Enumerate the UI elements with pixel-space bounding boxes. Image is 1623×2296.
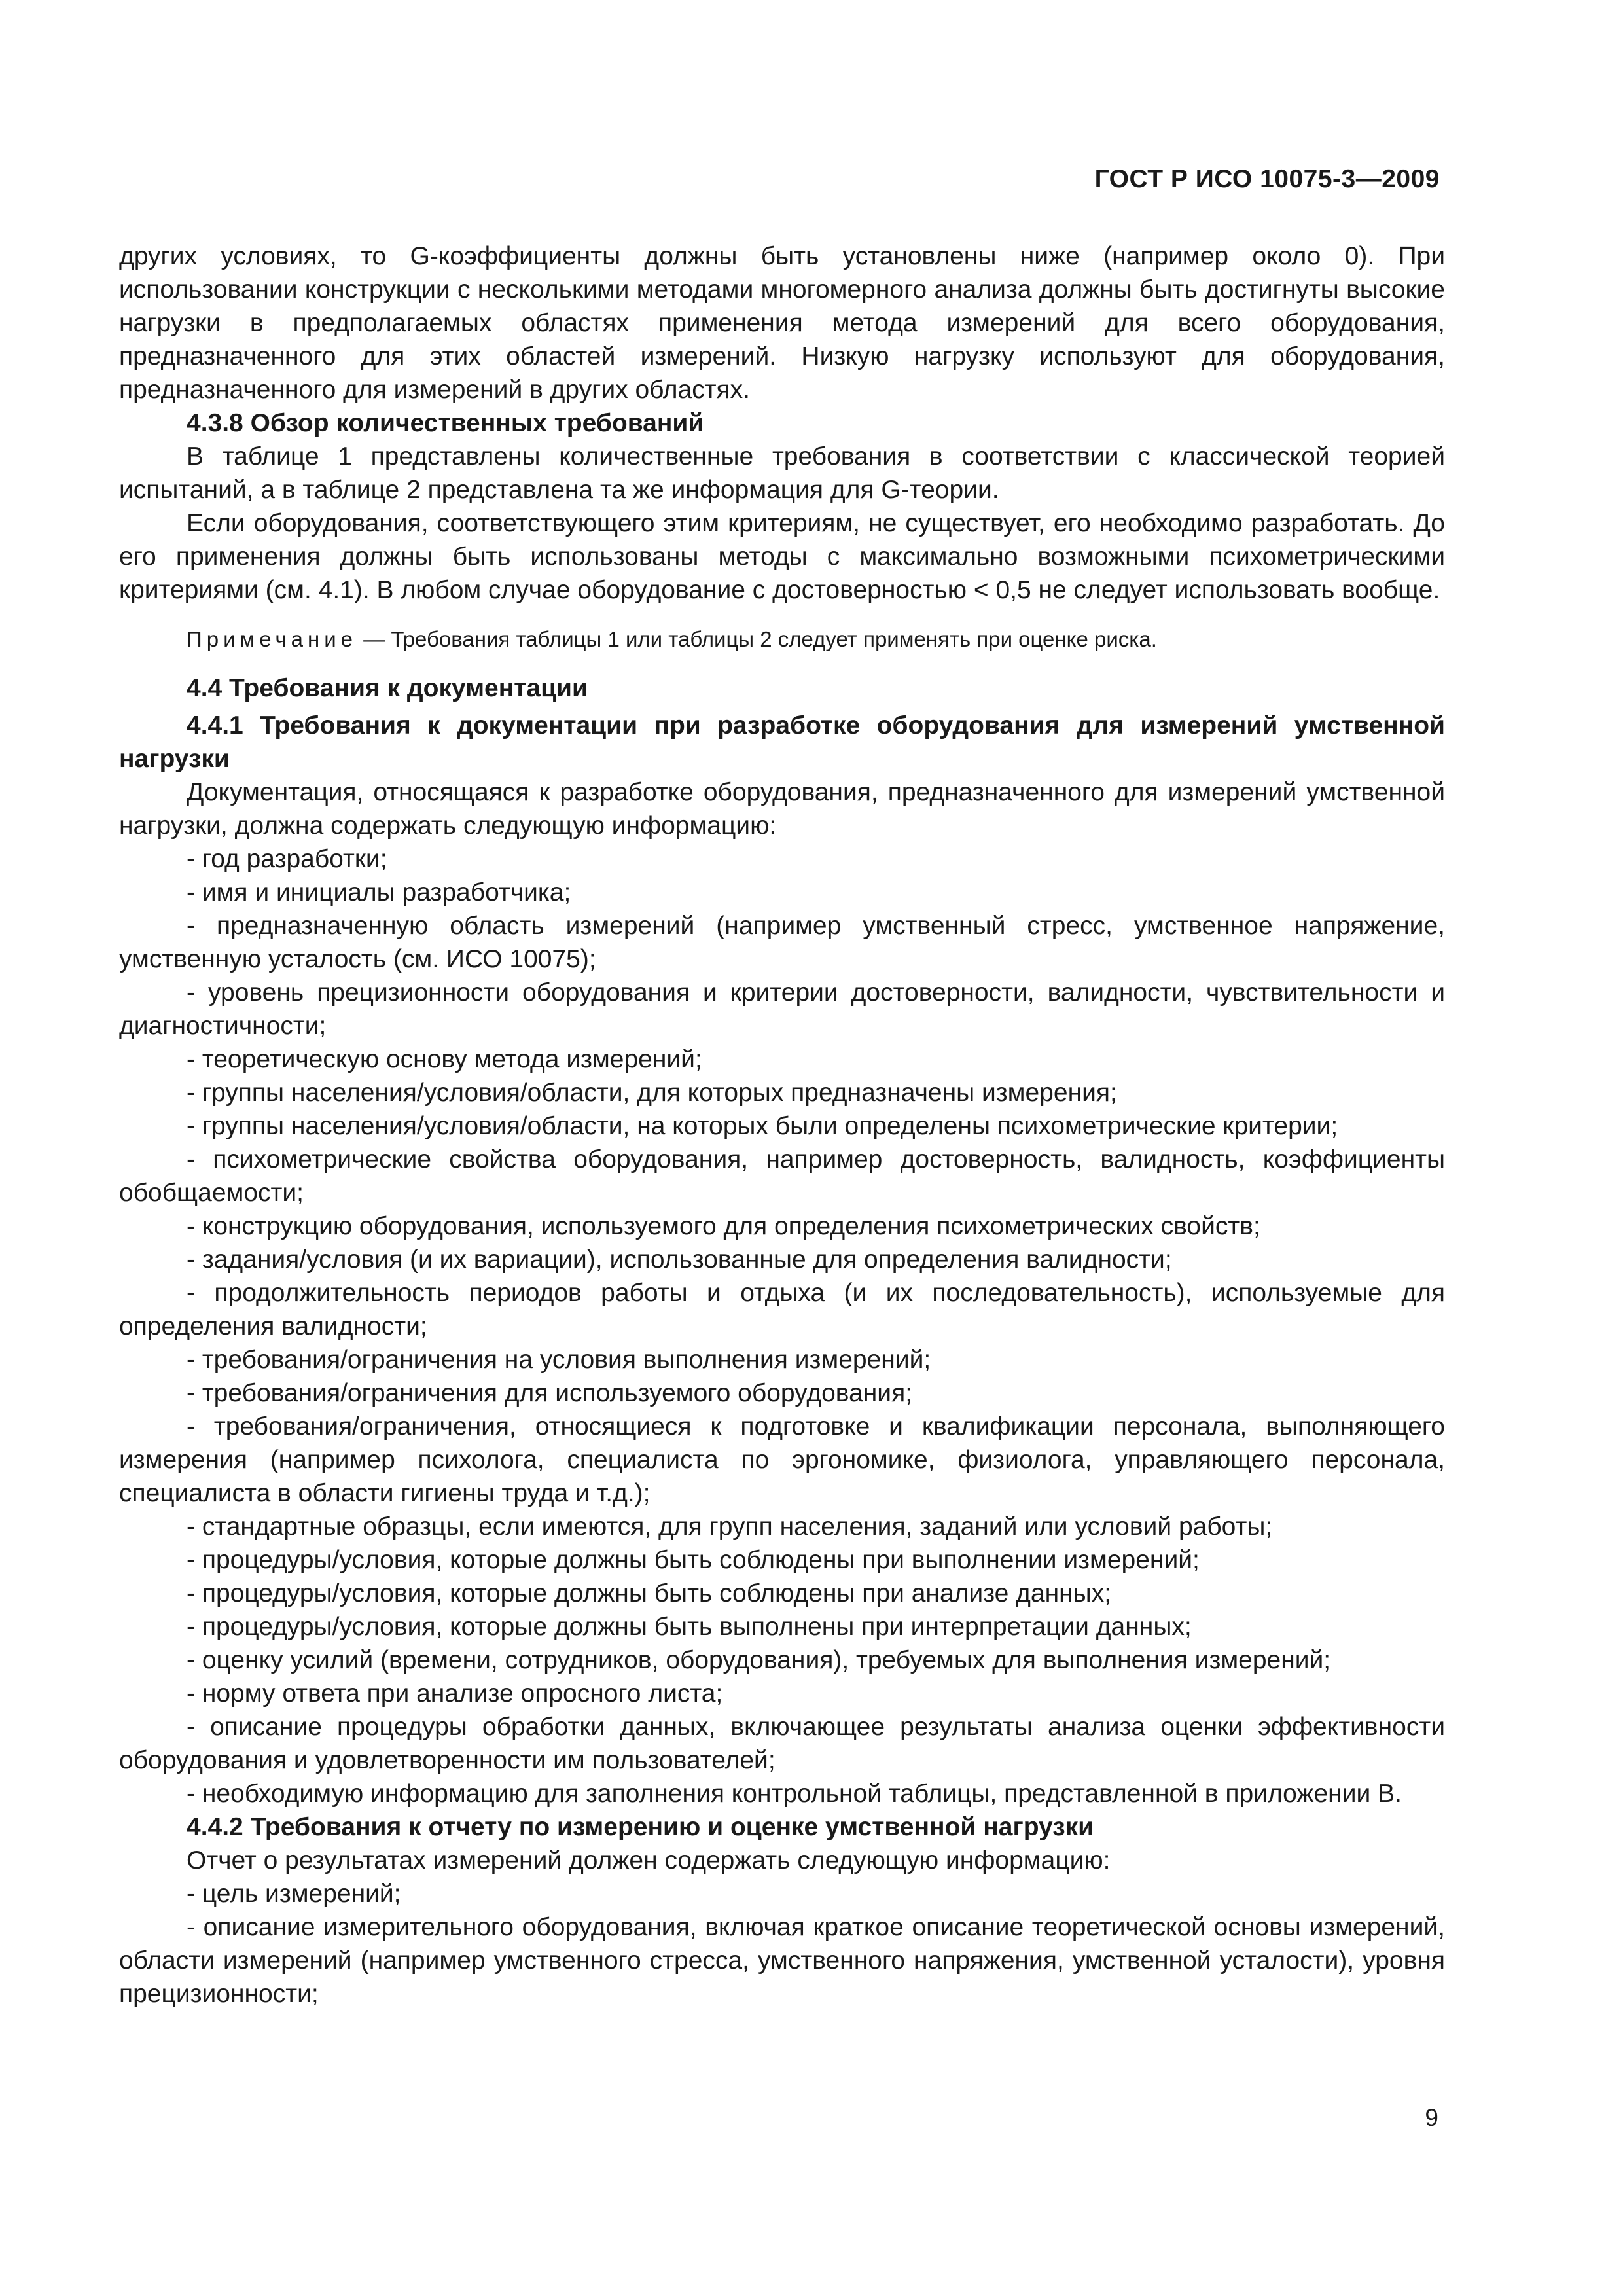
document-header: ГОСТ Р ИСО 10075-3—2009 <box>1094 165 1440 193</box>
page-number: 9 <box>1425 2104 1438 2131</box>
list-item: - описание процедуры обработки данных, включающее результаты анализа оценки эффективности оборудования и удовлетворенности им пользователей; <box>119 1713 1445 1774</box>
paragraph: Документация, относящаяся к разработке оборудования, предназначенного для измерений умственной нагрузки, должна содержать следующую информацию: <box>119 778 1445 840</box>
paragraph: В таблице 1 представлены количественные требования в соответствии с классической теорией испытаний, а в таблице 2 представлена та же информация для G-теории. <box>119 442 1445 504</box>
list-item: - группы населения/условия/области, для которых предназначены измерения; <box>187 1079 1117 1107</box>
requirements-list-4-4-2 <box>119 1877 1445 2011</box>
list-item: - год разработки; <box>187 845 387 873</box>
list-item: - требования/ограничения для используемого оборудования; <box>187 1379 913 1407</box>
list-item: - конструкцию оборудования, используемого для определения психометрических свойств; <box>187 1212 1260 1240</box>
note-label: Примечание <box>187 627 358 651</box>
list-item: - имя и инициалы разработчика; <box>187 878 571 906</box>
list-item: - требования/ограничения на условия выполнения измерений; <box>187 1346 931 1374</box>
page-content <box>119 240 1445 2011</box>
paragraph: Если оборудования, соответствующего этим критериям, не существует, его необходимо разработать. До его применения должны быть использованы методы с максимально возможными психометрическими критериями (см. 4.1). В любом случае оборудование с достоверностью < 0,5 не следует использовать вообще. <box>119 509 1445 604</box>
note <box>119 622 1445 656</box>
list-item: - группы населения/условия/области, на которых были определены психометрические критерии; <box>187 1112 1338 1140</box>
list-item: - необходимую информацию для заполнения контрольной таблицы, представленной в приложении В. <box>187 1780 1402 1808</box>
list-item: - процедуры/условия, которые должны быть выполнены при интерпретации данных; <box>187 1613 1192 1641</box>
list-item: - психометрические свойства оборудования, например достоверность, валидность, коэффициенты обобщаемости; <box>119 1145 1445 1207</box>
paragraph: Отчет о результатах измерений должен содержать следующую информацию: <box>187 1846 1111 1874</box>
heading-4-4-2: 4.4.2 Требования к отчету по измерению и оценке умственной нагрузки <box>187 1813 1094 1841</box>
list-item: - оценку усилий (времени, сотрудников, оборудования), требуемых для выполнения измерений; <box>187 1646 1331 1674</box>
note-text: — Требования таблицы 1 или таблицы 2 следует применять при оценке риска. <box>357 627 1157 651</box>
list-item: - требования/ограничения, относящиеся к подготовке и квалификации персонала, выполняющего измерения (например психолога, специалиста по эргономике, физиолога, управляющего персонала, специалиста в области гигиены труда и т.д.); <box>119 1412 1445 1507</box>
list-item: - теоретическую основу метода измерений; <box>187 1045 702 1073</box>
list-item: - уровень прецизионности оборудования и критерии достоверности, валидности, чувствительности и диагностичности; <box>119 978 1445 1040</box>
list-item: - цель измерений; <box>187 1880 401 1908</box>
list-item: - описание измерительного оборудования, включая краткое описание теоретической основы измерений, области измерений (например умственного стресса, умственного напряжения, умственной усталости), уровня прецизионности; <box>119 1913 1445 2008</box>
list-item: - продолжительность периодов работы и отдыха (и их последовательность), используемые для определения валидности; <box>119 1279 1445 1340</box>
list-item: - стандартные образцы, если имеются, для групп населения, заданий или условий работы; <box>187 1513 1273 1541</box>
list-item: - процедуры/условия, которые должны быть соблюдены при выполнении измерений; <box>187 1546 1200 1574</box>
list-item: - задания/условия (и их вариации), использованные для определения валидности; <box>187 1246 1172 1274</box>
list-item: - процедуры/условия, которые должны быть соблюдены при анализе данных; <box>187 1579 1112 1607</box>
continued-paragraph: других условиях, то G-коэффициенты должны быть установлены ниже (например около 0). При использовании конструкции с несколькими методами многомерного анализа должны быть достигнуты высокие нагрузки в предполагаемых областях применения метода измерений для всего оборудования, предназначенного для этих областей измерений. Низкую нагрузку используют для оборудования, предназначенного для измерений в других областях. <box>119 242 1445 404</box>
heading-4-4: 4.4 Требования к документации <box>187 674 588 702</box>
heading-4-4-1: 4.4.1 Требования к документации при разработке оборудования для измерений умственной нагрузки <box>119 711 1445 773</box>
requirements-list-4-4-1 <box>119 842 1445 1810</box>
heading-4-3-8: 4.3.8 Обзор количественных требований <box>187 409 704 437</box>
list-item: - норму ответа при анализе опросного листа; <box>187 1679 723 1708</box>
list-item: - предназначенную область измерений (например умственный стресс, умственное напряжение, умственную усталость (см. ИСО 10075); <box>119 912 1445 973</box>
